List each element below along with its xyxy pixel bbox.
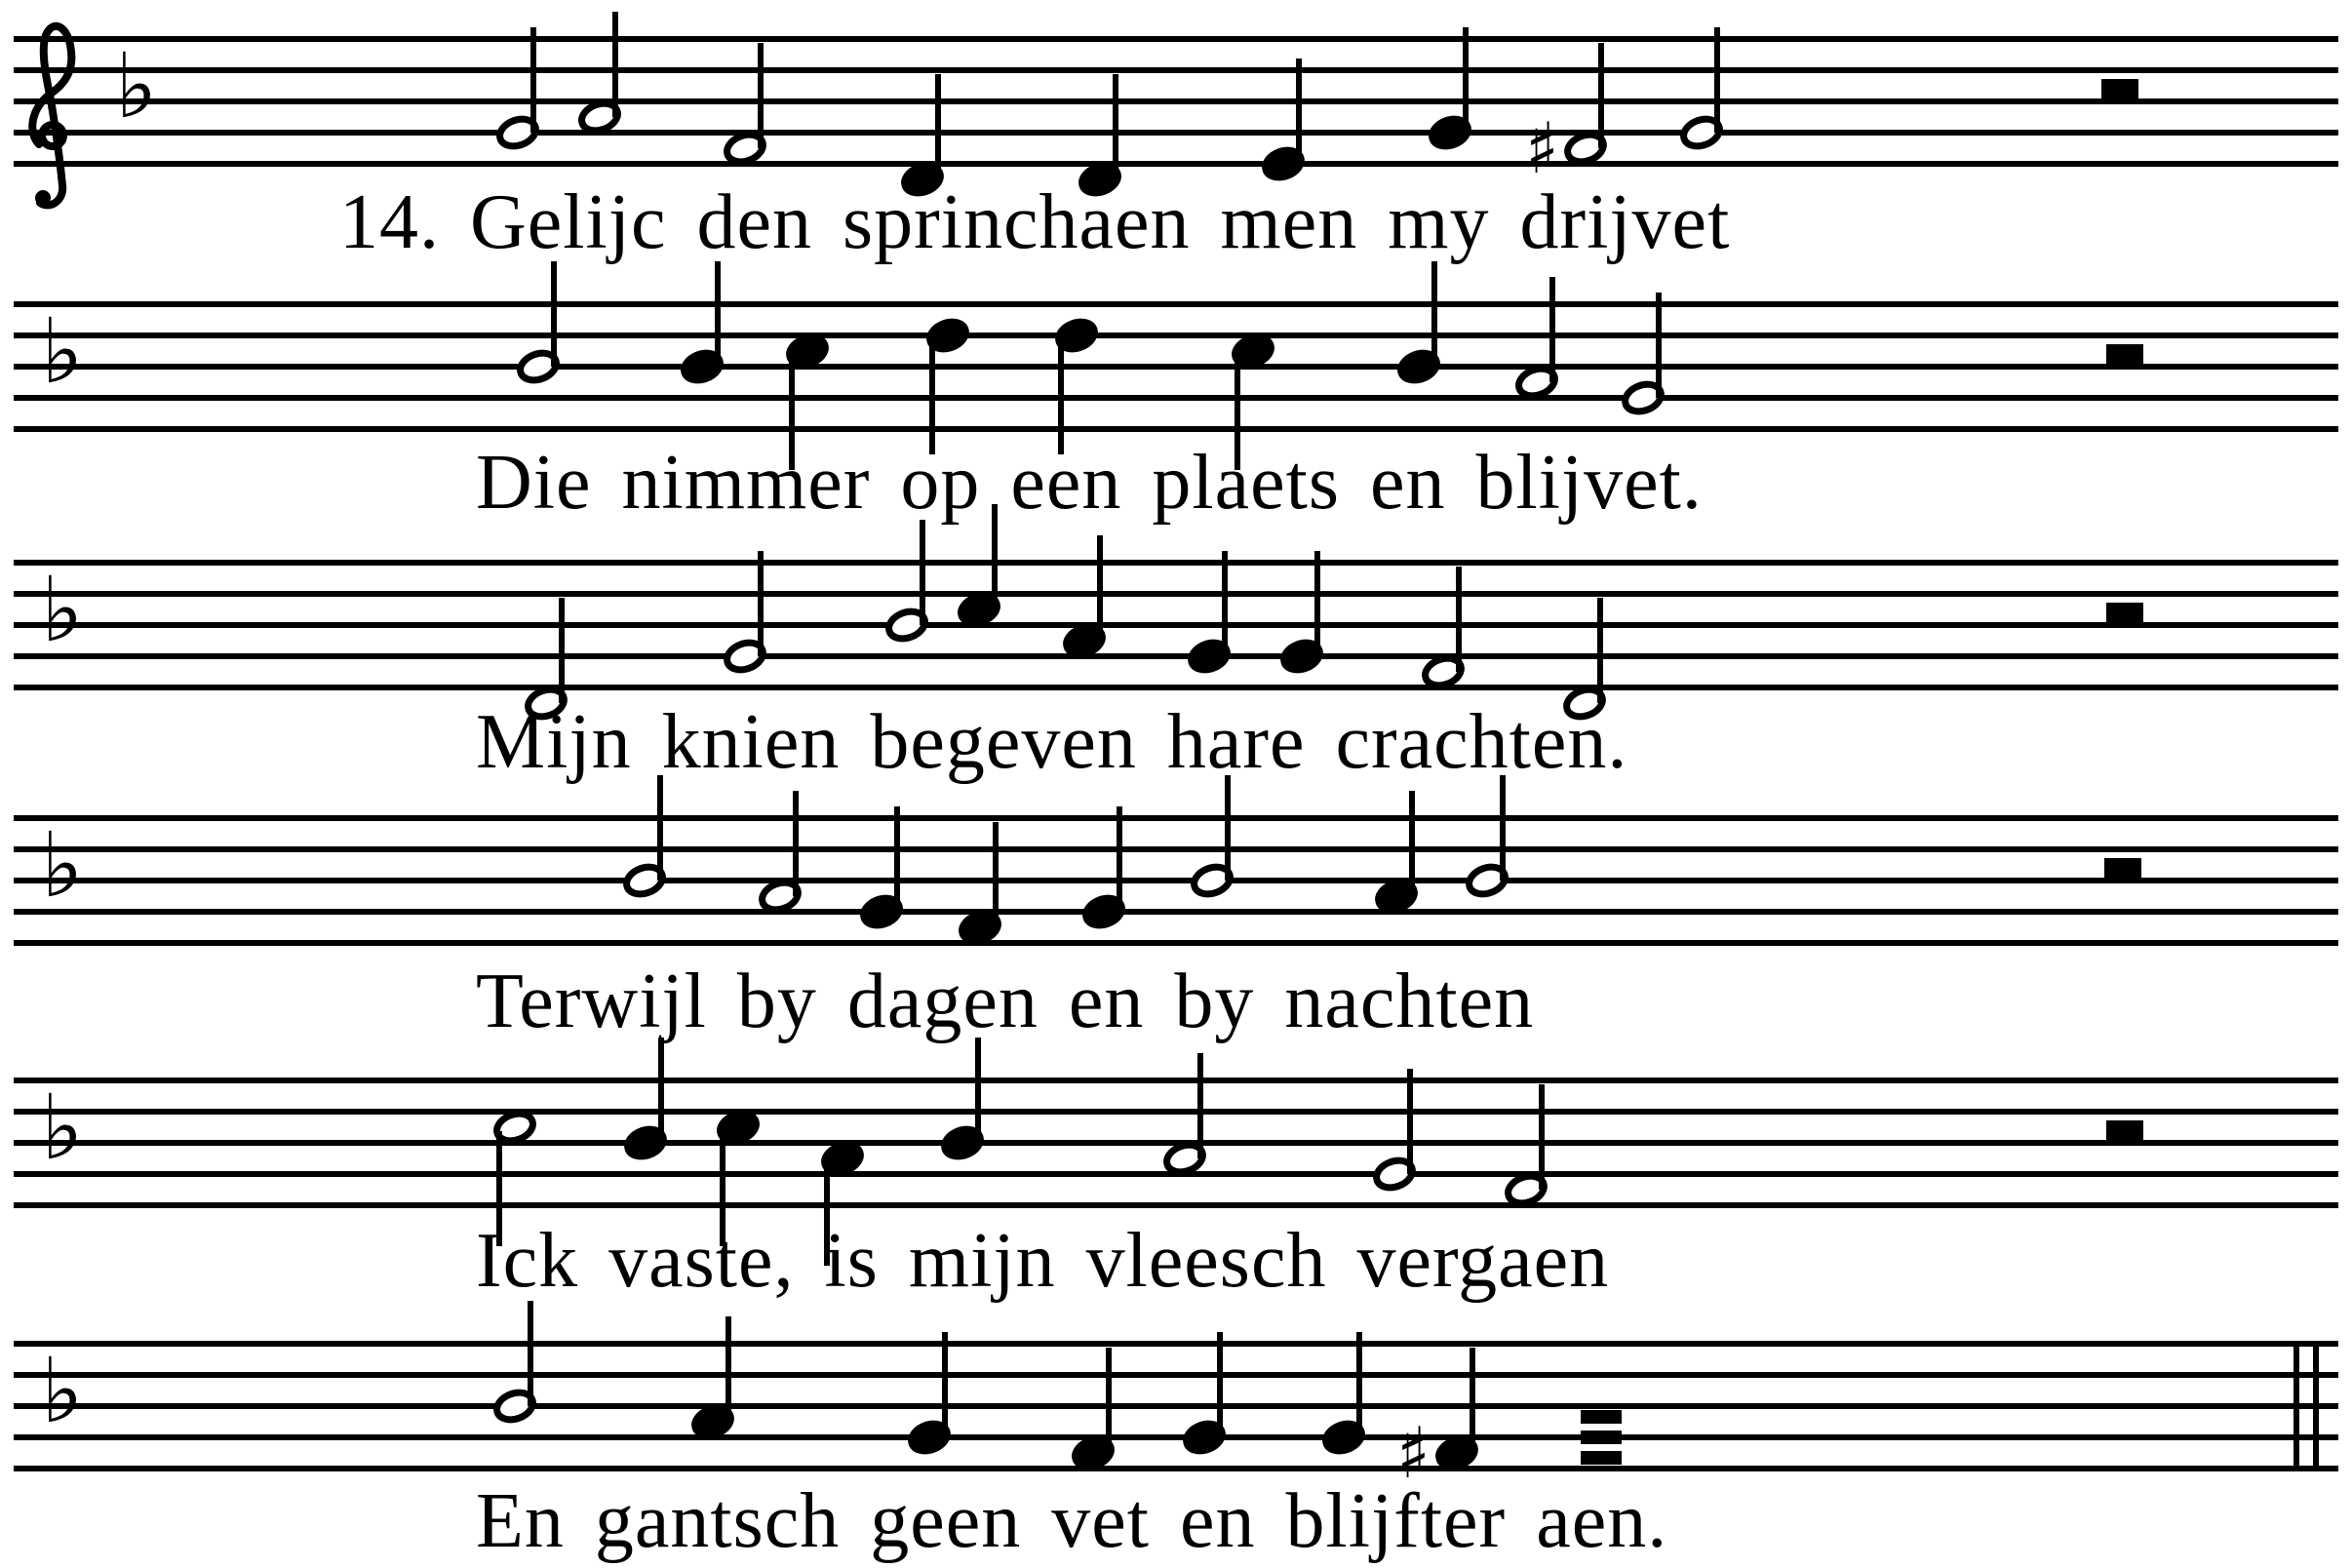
note-stem (1456, 567, 1462, 672)
staff-line (14, 426, 2338, 432)
staff-line (14, 815, 2338, 821)
note-g4-half (496, 27, 540, 151)
note-stem (1106, 1348, 1112, 1453)
staff-line (14, 1434, 2338, 1440)
note-stem (530, 27, 536, 133)
lyric-line-4: Terwijl by dagen en by nachten (476, 959, 1535, 1044)
note-a4-half (1163, 1053, 1207, 1177)
staff-line (14, 67, 2338, 73)
staff-line (14, 98, 2338, 104)
flat-key-signature-icon: ♭ (41, 813, 84, 918)
note-stem (935, 74, 941, 179)
note-stem (551, 261, 557, 367)
lyric-line-2: Die nimmer op een plaets en blijvet. (476, 440, 1703, 526)
staff-line (14, 878, 2338, 883)
lyric-line-6: En gantsch geen vet en blijfter aen. (476, 1478, 1668, 1564)
note-b4-quarter (941, 1038, 985, 1161)
note-stem (920, 520, 925, 625)
note-fs4-quarter (1396, 1348, 1478, 1494)
note-g4-quarter (1429, 27, 1472, 151)
staff-line (14, 909, 2338, 915)
note-stem (1222, 551, 1228, 656)
note-stem (657, 775, 663, 881)
note-stem (1296, 59, 1302, 164)
sharp-accidental-icon: ♯ (1396, 1412, 1431, 1494)
staff-line (14, 685, 2338, 690)
note-b4-half (623, 775, 667, 899)
note-d5-quarter (1055, 317, 1099, 454)
staff-line (14, 1466, 2338, 1471)
flat-key-signature-icon: ♭ (41, 1076, 84, 1180)
note-stem (1409, 791, 1415, 896)
note-g4-quarter (1082, 806, 1126, 930)
note-g4-half (724, 551, 767, 675)
sharp-accidental-icon: ♯ (1525, 107, 1559, 189)
note-stem (1356, 1332, 1362, 1437)
note-stem (1714, 27, 1720, 133)
flat-key-signature-icon: ♭ (41, 558, 84, 662)
lyric-line-5: Ick vaste, is mijn vleesch vergaen (476, 1218, 1610, 1304)
note-b4-quarter (1397, 261, 1441, 385)
staff-line (14, 1403, 2338, 1409)
note-b4-half (885, 520, 929, 644)
note-f4-quarter (1072, 1348, 1116, 1471)
note-stem (612, 12, 618, 117)
note-stem (1539, 1084, 1545, 1190)
note-stem (1117, 806, 1122, 912)
note-g4-half (1680, 27, 1724, 151)
note-stem (758, 43, 764, 148)
staff-line (14, 1078, 2338, 1083)
note-g4-quarter (1280, 551, 1324, 675)
note-b4-quarter (624, 1038, 668, 1161)
note-stem (1656, 293, 1662, 398)
note-f4-half (1422, 567, 1466, 690)
note-stem (793, 791, 799, 896)
note-stem (1314, 551, 1320, 656)
rest-icon (2101, 79, 2138, 98)
note-b4-half (493, 1301, 537, 1425)
staff-line (14, 653, 2338, 659)
staff-line (14, 622, 2338, 628)
note-b4-half (1466, 775, 1509, 899)
note-stem (1463, 27, 1469, 133)
note-stem (894, 806, 900, 912)
rest-icon (2106, 603, 2143, 622)
staff-line (14, 1202, 2338, 1208)
note-stem (1225, 775, 1231, 881)
note-stem (1500, 775, 1506, 881)
note-stem (942, 1332, 948, 1437)
staff-line (14, 364, 2338, 370)
note-stem (975, 1038, 981, 1143)
staff-line (14, 395, 2338, 401)
note-stem (1197, 1053, 1203, 1158)
note-stem (1058, 339, 1064, 454)
note-stem (528, 1301, 533, 1406)
note-g4-quarter (860, 806, 904, 930)
lyric-line-1: 14. Gelijc den sprinchaen men my drijvet (339, 179, 1731, 265)
staff-line (14, 560, 2338, 566)
note-f4-half (724, 43, 767, 167)
note-stem (1097, 535, 1103, 641)
staff-line (14, 1341, 2338, 1347)
note-a4-half (578, 12, 622, 136)
lyric-line-3: Mijn knien begeven hare crachten. (476, 699, 1628, 785)
note-stem (1598, 43, 1604, 148)
note-stem (658, 1038, 664, 1143)
staff-line (14, 846, 2338, 852)
note-stem (1217, 1332, 1223, 1437)
note-stem (1549, 277, 1555, 382)
staff-line (14, 130, 2338, 136)
staff-line (14, 301, 2338, 307)
note-stem (1407, 1069, 1413, 1174)
note-stem (929, 339, 935, 454)
rest-icon (2106, 344, 2143, 364)
note-f4-half (1505, 1084, 1548, 1208)
note-stem (559, 598, 565, 703)
staff-line (14, 36, 2338, 42)
note-stem (1470, 1348, 1475, 1453)
note-g4-half (1622, 293, 1666, 416)
rest-icon (2106, 1120, 2143, 1140)
note-a4-quarter (1063, 535, 1107, 659)
note-g4-quarter (1188, 551, 1232, 675)
note-g4-quarter (908, 1332, 952, 1456)
staff-line (14, 940, 2338, 946)
staff-line (14, 161, 2338, 167)
note-stem (758, 551, 764, 656)
note-a4-quarter (1375, 791, 1419, 915)
note-d5-quarter (926, 317, 970, 454)
note-stem (1597, 598, 1603, 703)
note-stem (1113, 74, 1118, 179)
staff-line (14, 1372, 2338, 1378)
note-e4-quarter (1262, 59, 1306, 182)
note-stem (1431, 261, 1437, 367)
note-a4-half (1515, 277, 1559, 401)
note-b4-half (517, 261, 561, 385)
note-g4-quarter (1183, 1332, 1227, 1456)
note-g4-quarter (1322, 1332, 1366, 1456)
note-stem (725, 1316, 731, 1422)
flat-key-signature-icon: ♭ (41, 1339, 84, 1443)
note-f4-quarter (959, 822, 1002, 946)
note-b4-half (1191, 775, 1235, 899)
staff-line (14, 1109, 2338, 1115)
breve-final-note-icon (1581, 1410, 1622, 1465)
treble-clef-icon (32, 26, 71, 206)
flat-key-signature-icon: ♭ (115, 34, 158, 138)
note-g4-half (1373, 1069, 1417, 1193)
note-b4-quarter (681, 261, 725, 385)
note-stem (993, 822, 999, 927)
note-a4-half (759, 791, 803, 915)
staff-line (14, 591, 2338, 597)
note-fs4-half (1525, 43, 1607, 189)
flat-key-signature-icon: ♭ (41, 299, 84, 404)
note-stem (715, 261, 721, 367)
rest-icon (2104, 858, 2141, 878)
staff-line (14, 333, 2338, 338)
note-a4-quarter (691, 1316, 735, 1440)
